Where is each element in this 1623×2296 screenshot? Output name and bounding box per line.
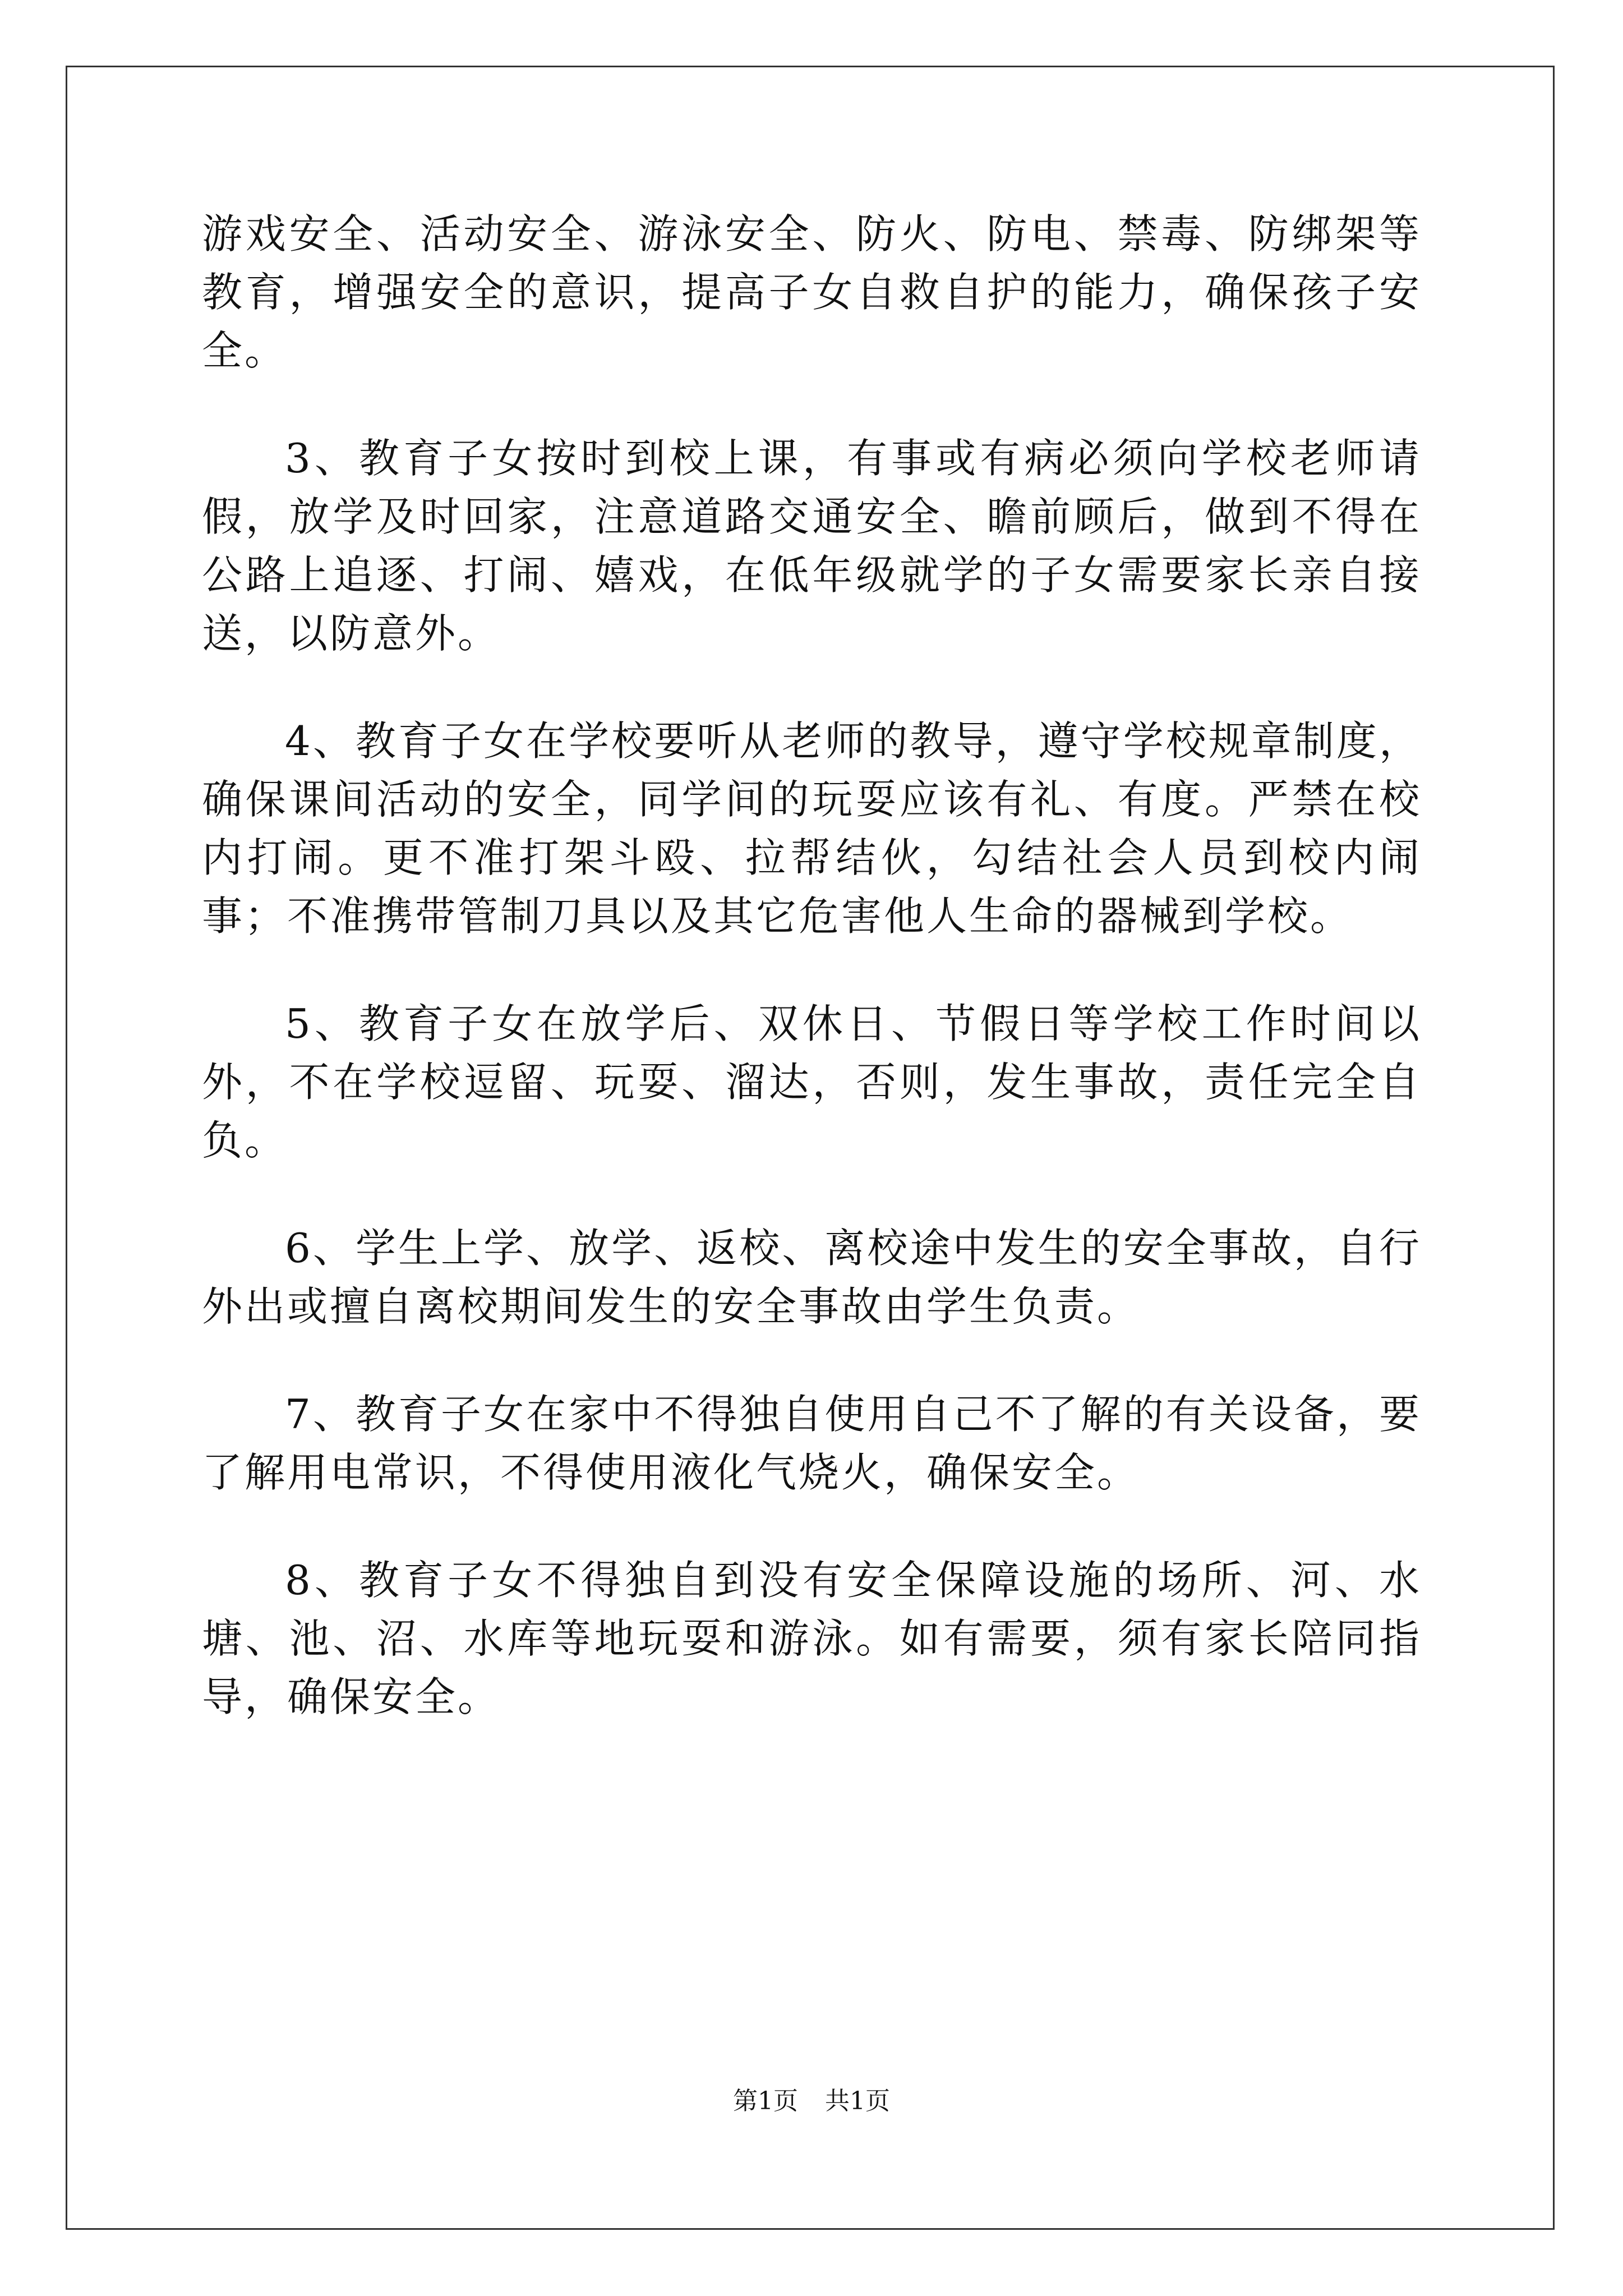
paragraph-item-4: 4、教育子女在学校要听从老师的教导，遵守学校规章制度，确保课间活动的安全，同学间的玩耍应该有礼、有度。严禁在校内打闹。更不准打架斗殴、拉帮结伙，勾结社会人员到校内闹事；不准携带管制刀具以及其它危害他人生命的器械到学校。: [202, 717, 1422, 940]
document-body: [202, 205, 1422, 1775]
page-number-current: 第1页: [733, 2087, 798, 2115]
paragraph-item-5: 5、教育子女在放学后、双休日、节假日等学校工作时间以外，不在学校逗留、玩耍、溜达，否则，发生事故，责任完全自负。: [202, 1000, 1422, 1164]
paragraph-item-8: 8、教育子女不得独自到没有安全保障设施的场所、河、水塘、池、沼、水库等地玩耍和游泳。如有需要，须有家长陪同指导，确保安全。: [202, 1557, 1422, 1720]
page-footer: [0, 2086, 1623, 2117]
paragraph-item-6: 6、学生上学、放学、返校、离校途中发生的安全事故，自行外出或擅自离校期间发生的安全事故由学生负责。: [202, 1225, 1422, 1330]
paragraph-item-3: 3、教育子女按时到校上课，有事或有病必须向学校老师请假，放学及时回家，注意道路交通安全、瞻前顾后，做到不得在公路上追逐、打闹、嬉戏，在低年级就学的子女需要家长亲自接送，以防意外。: [202, 435, 1422, 657]
page-number-total: 共1页: [825, 2087, 890, 2115]
paragraph-continuation: 游戏安全、活动安全、游泳安全、防火、防电、禁毒、防绑架等教育，增强安全的意识，提高子女自救自护的能力，确保孩子安全。: [202, 210, 1422, 374]
paragraph-item-7: 7、教育子女在家中不得独自使用自己不了解的有关设备，要了解用电常识，不得使用液化气烧火，确保安全。: [202, 1391, 1422, 1496]
